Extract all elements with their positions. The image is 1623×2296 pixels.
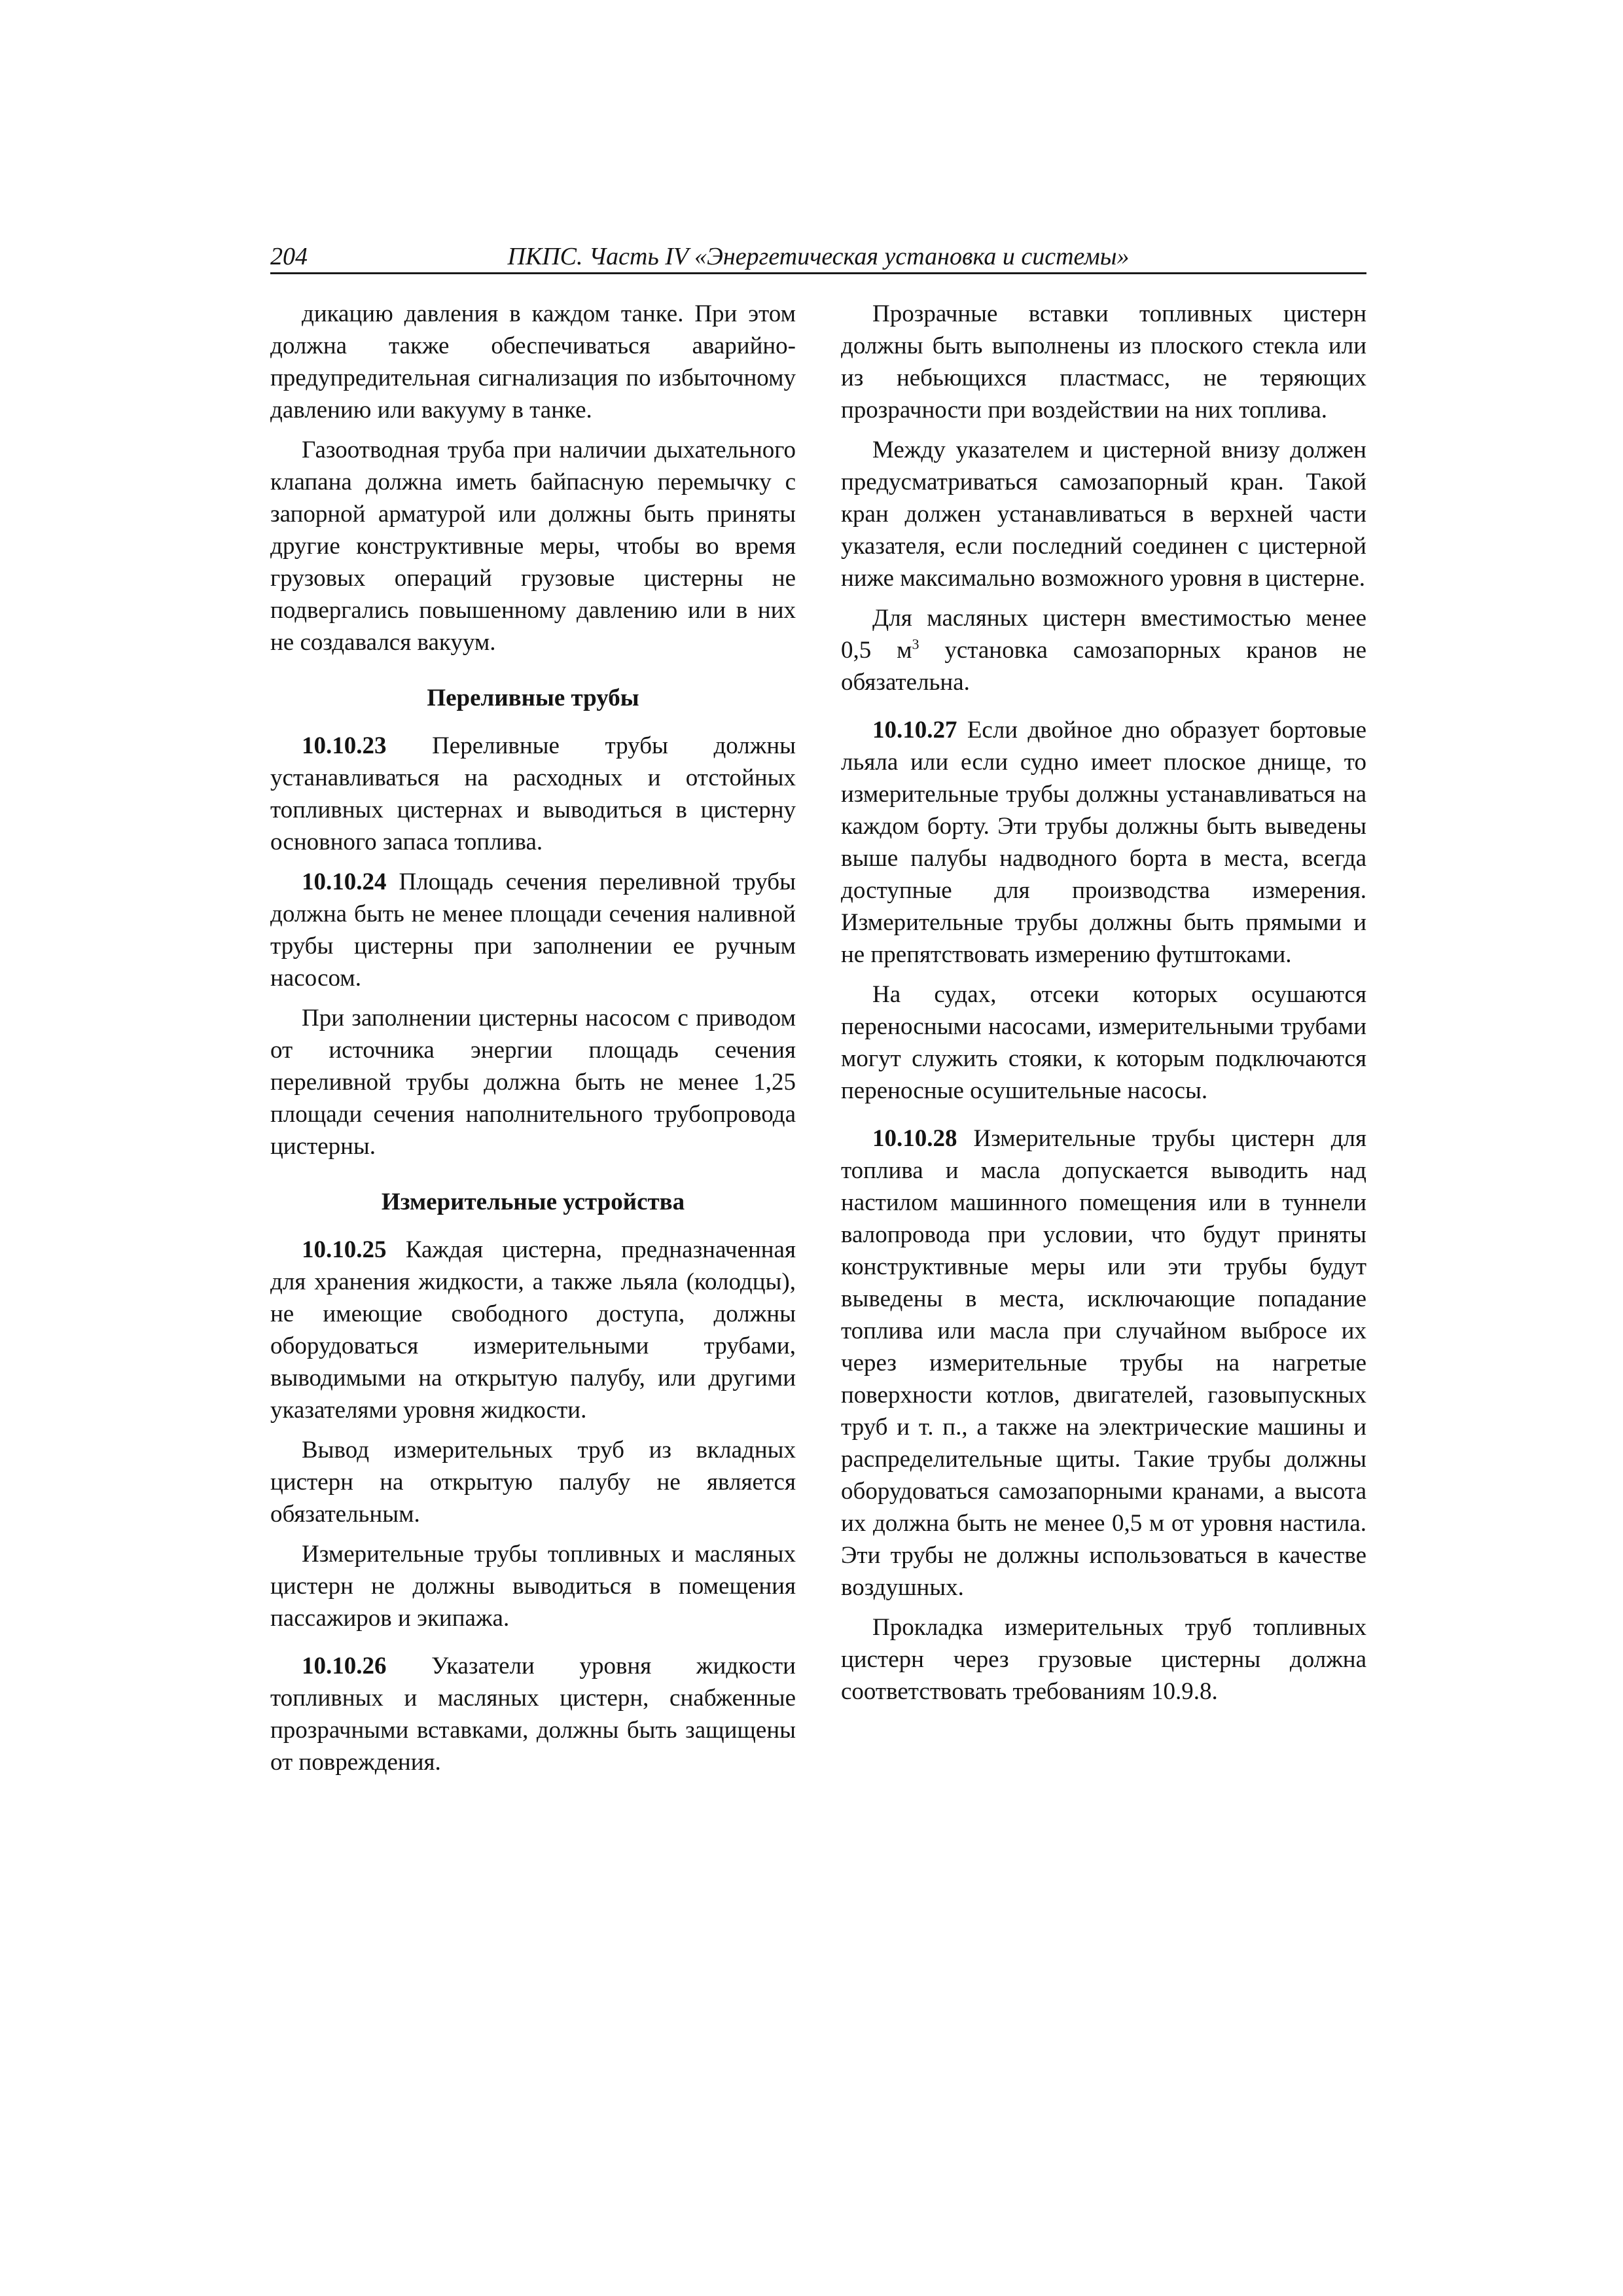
clause-10-10-26	[270, 1650, 796, 1778]
left-column	[270, 298, 796, 1786]
clause-10-10-25	[270, 1234, 796, 1426]
clause-10-10-24	[270, 866, 796, 994]
clause-10-10-28	[841, 1122, 1366, 1604]
page-number: 204	[270, 243, 308, 270]
paragraph: На судах, отсеки которых осушаются переносными насосами, измерительными трубами могут служить стояки, к которым подключаются переносные осушительные насосы.	[841, 981, 1366, 1104]
running-header	[270, 241, 1366, 274]
section-heading-overflow-pipes: Переливные трубы	[427, 685, 639, 711]
right-column	[841, 298, 1366, 1715]
paragraph: Газоотводная труба при наличии дыхательного клапана должна иметь байпасную перемычку с запорной арматурой или должны быть приняты другие конструктивные меры, чтобы во время грузовых операций грузовые цистерны не подвергались повышенному давлению или в них не создавался вакуум.	[270, 437, 796, 656]
clause-number: 10.10.26	[302, 1653, 387, 1679]
paragraph: дикацию давления в каждом танке. При этом должна также обеспечиваться аварийно-предупредительная сигнализация по избыточному давлению или вакууму в танке.	[270, 300, 796, 423]
clause-text: Каждая цистерна, предназначенная для хранения жидкости, а также льяла (колодцы), не имеющие свободного доступа, должны оборудоваться измерительными трубами, выводимыми на открытую палубу, или другими указателями уровня жидкости.	[270, 1236, 796, 1424]
paragraph: При заполнении цистерны насосом с приводом от источника энергии площадь сечения переливной трубы должна быть не менее 1,25 площади сечения наполнительного трубопровода цистерны.	[270, 1005, 796, 1160]
section-heading-measuring-devices: Измерительные устройства	[381, 1189, 685, 1215]
superscript: 3	[912, 636, 919, 653]
clause-10-10-23	[270, 730, 796, 858]
paragraph	[841, 602, 1366, 698]
clause-text: Указатели уровня жидкости топливных и масляных цистерн, снабженные прозрачными вставками, должны быть защищены от повреждения.	[270, 1653, 796, 1776]
paragraph: Измерительные трубы топливных и масляных цистерн не должны выводиться в помещения пассажиров и экипажа.	[270, 1541, 796, 1632]
clause-number: 10.10.23	[302, 732, 387, 759]
clause-text: Площадь сечения переливной трубы должна быть не менее площади сечения наливной трубы цистерны при заполнении ее ручным насосом.	[270, 869, 796, 992]
clause-10-10-27	[841, 714, 1366, 971]
clause-number: 10.10.28	[872, 1125, 957, 1152]
paragraph: Вывод измерительных труб из вкладных цистерн на открытую палубу не является обязательным.	[270, 1437, 796, 1528]
text-run: Для масляных цистерн вместимостью менее 0,5 м	[841, 605, 1366, 664]
running-title: ПКПС. Часть IV «Энергетическая установка и системы»	[507, 243, 1130, 270]
clause-number: 10.10.27	[872, 717, 957, 744]
paragraph: Прозрачные вставки топливных цистерн должны быть выполнены из плоского стекла или из небьющихся пластмасс, не теряющих прозрачности при воздействии на них топлива.	[841, 300, 1366, 423]
clause-text: Переливные трубы должны устанавливаться на расходных и отстойных топливных цистернах и выводиться в цистерну основного запаса топлива.	[270, 732, 796, 855]
text-run: установка самозапорных кранов не обязательна.	[841, 637, 1366, 696]
clause-text: Измерительные трубы цистерн для топлива и масла допускается выводить над настилом машинного помещения или в туннели валопровода при условии, что будут приняты конструктивные меры или эти трубы будут выведены в места, исключающие попадание топлива или масла при случайном выбросе их через измерительные трубы на нагретые поверхности котлов, двигателей, газовыпускных труб и т. п., а также на электрические машины и распределительные щиты. Такие трубы должны оборудоваться самозапорными кранами, а высота их должна быть не менее 0,5 м от уровня настила. Эти трубы не должны использоваться в качестве воздушных.	[841, 1125, 1366, 1601]
clause-text: Если двойное дно образует бортовые льяла или если судно имеет плоское днище, то измерительные трубы должны устанавливаться на каждом борту. Эти трубы должны быть выведены выше палубы надводного борта в места, всегда доступные для производства измерения. Измерительные трубы должны быть прямыми и не препятствовать измерению футштоками.	[841, 717, 1366, 968]
paragraph: Прокладка измерительных труб топливных цистерн через грузовые цистерны должна соответствовать требованиям 10.9.8.	[841, 1614, 1366, 1705]
clause-number: 10.10.24	[302, 869, 387, 895]
clause-number: 10.10.25	[302, 1236, 387, 1263]
paragraph: Между указателем и цистерной внизу должен предусматриваться самозапорный кран. Такой кран должен устанавливаться в верхней части указателя, если последний соединен с цистерной ниже максимально возможного уровня в цистерне.	[841, 437, 1366, 592]
